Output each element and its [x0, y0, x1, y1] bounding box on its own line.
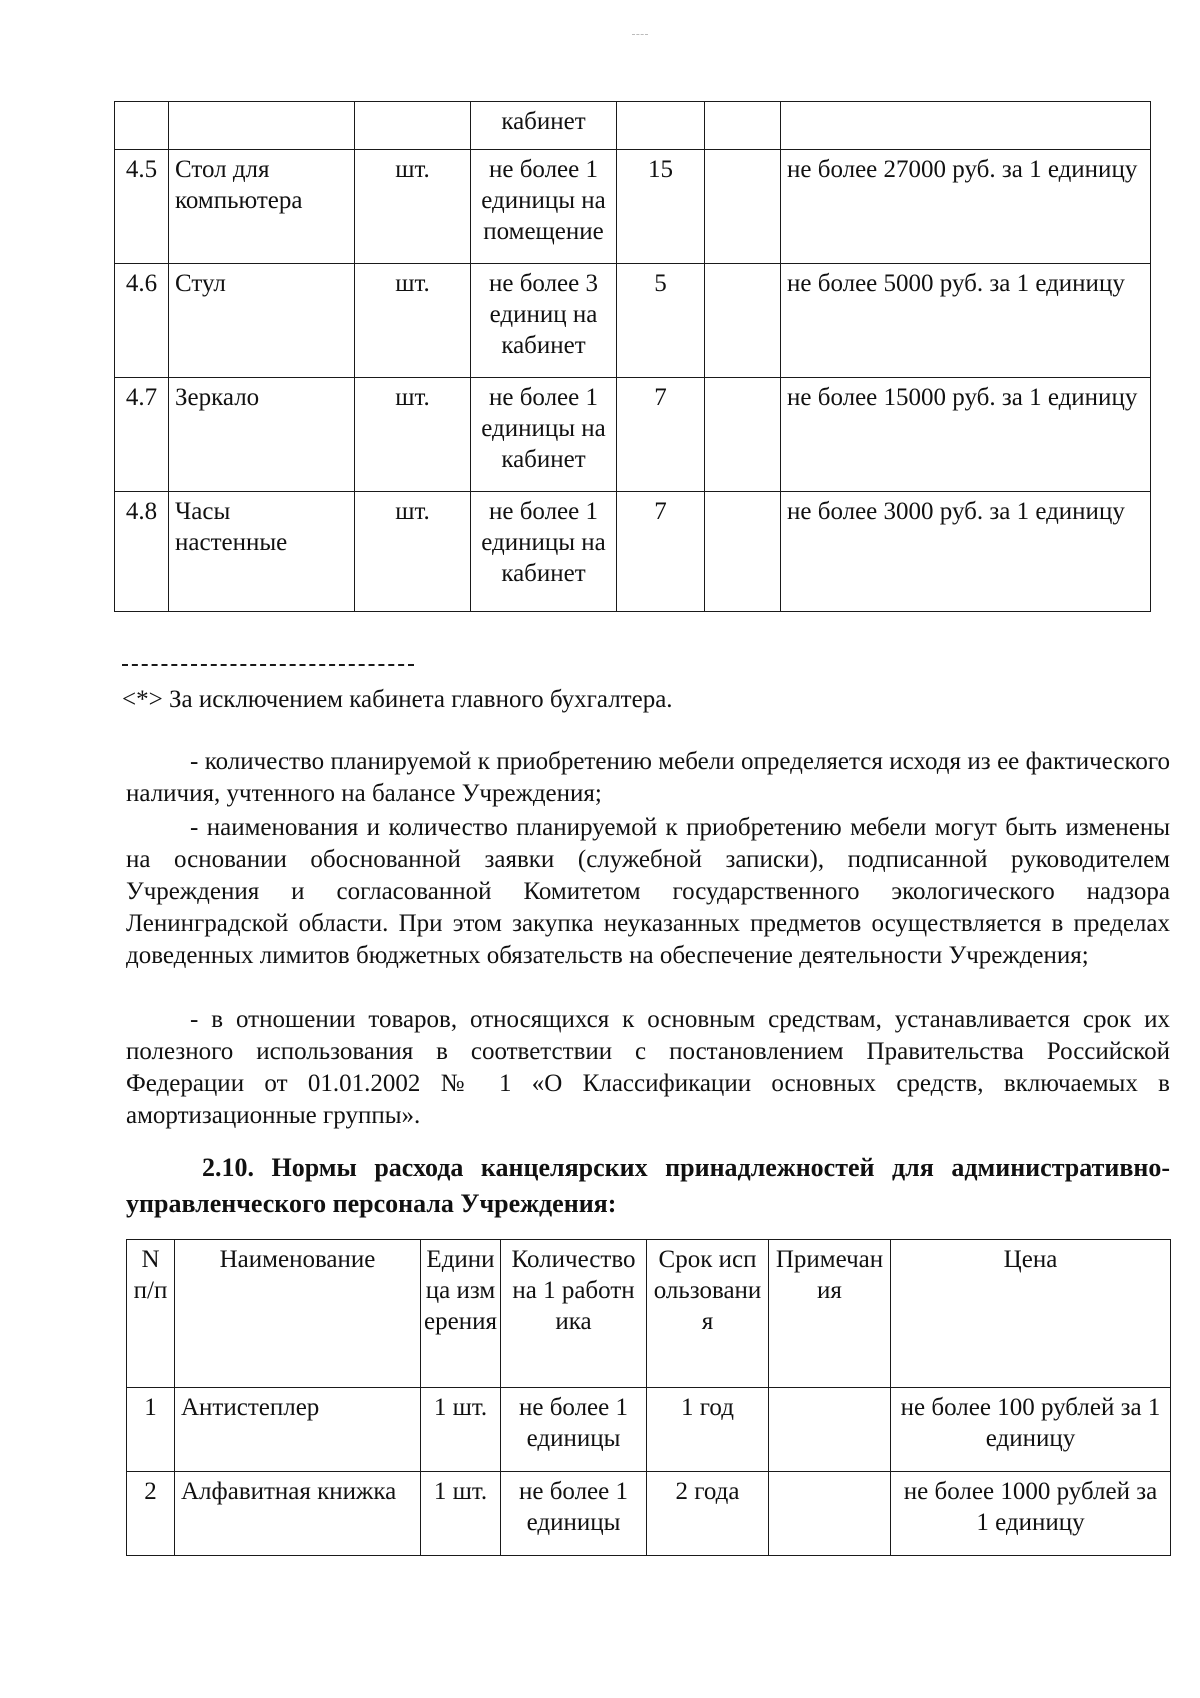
- cell-price: не более 1000 рублей за 1 единицу: [891, 1472, 1171, 1556]
- cell-qty: не более 1 единицы на кабинет: [471, 378, 617, 492]
- cell-name: [169, 102, 355, 150]
- cell-name: Стул: [169, 264, 355, 378]
- table-row: [115, 264, 1151, 378]
- cell-period: 1 год: [647, 1388, 769, 1472]
- cell-num: 4.5: [115, 150, 169, 264]
- cell-period: 5: [617, 264, 705, 378]
- header-num: N п/п: [127, 1240, 175, 1388]
- cell-unit: шт.: [355, 492, 471, 612]
- cell-price: не более 15000 руб. за 1 единицу: [781, 378, 1151, 492]
- table-row: [127, 1472, 1171, 1556]
- header-unit: Единица измерения: [421, 1240, 501, 1388]
- cell-price: не более 100 рублей за 1 единицу: [891, 1388, 1171, 1472]
- cell-num: 4.8: [115, 492, 169, 612]
- cell-note: [769, 1388, 891, 1472]
- header-period: Срок использования: [647, 1240, 769, 1388]
- cell-num: 4.7: [115, 378, 169, 492]
- cell-unit: шт.: [355, 264, 471, 378]
- cell-name: Стол для компьютера: [169, 150, 355, 264]
- header-note: Примечания: [769, 1240, 891, 1388]
- cell-name: Алфавитная книжка: [175, 1472, 421, 1556]
- cell-num: 1: [127, 1388, 175, 1472]
- cell-period: 15: [617, 150, 705, 264]
- footnote: <*> За исключением кабинета главного бухгалтера.: [122, 686, 673, 713]
- cell-unit: 1 шт.: [421, 1472, 501, 1556]
- table-row: [115, 150, 1151, 264]
- cell-period: 7: [617, 378, 705, 492]
- paragraph-furniture-changes: - наименования и количество планируемой к приобретению мебели могут быть изменены на основании обоснованной заявки (служебной записки), подписанной руководителем Учреждения и согласованной Комитетом государственного экологического надзора Ленинградской области. При этом закупка неуказанных предметов осуществляется в пределах доведенных лимитов бюджетных обязательств на обеспечение деятельности Учреждения;: [126, 814, 1170, 969]
- paragraph-furniture-quantity: - количество планируемой к приобретению мебели определяется исходя из ее фактического наличия, учтенного на балансе Учреждения;: [126, 748, 1170, 807]
- table-row: [127, 1388, 1171, 1472]
- cell-note: [705, 492, 781, 612]
- cell-qty: не более 1 единицы на помещение: [471, 150, 617, 264]
- cell-period: 2 года: [647, 1472, 769, 1556]
- cell-unit: [355, 102, 471, 150]
- section-heading: 2.10. Нормы расхода канцелярских принадлежностей для административно-управленческого персонала Учреждения:: [126, 1153, 1170, 1218]
- cell-qty: не более 1 единицы: [501, 1388, 647, 1472]
- cell-num: 2: [127, 1472, 175, 1556]
- cell-name: Зеркало: [169, 378, 355, 492]
- header-price: Цена: [891, 1240, 1171, 1388]
- cell-price: не более 5000 руб. за 1 единицу: [781, 264, 1151, 378]
- table-row: [115, 492, 1151, 612]
- cell-price: [781, 102, 1151, 150]
- table-row: [115, 102, 1151, 150]
- cell-unit: 1 шт.: [421, 1388, 501, 1472]
- footnote-separator: [122, 664, 414, 666]
- cell-qty: не более 1 единицы на кабинет: [471, 492, 617, 612]
- table-row: [115, 378, 1151, 492]
- cell-unit: шт.: [355, 378, 471, 492]
- header-qty: Количество на 1 работника: [501, 1240, 647, 1388]
- cell-name: Антистеплер: [175, 1388, 421, 1472]
- cell-note: [705, 150, 781, 264]
- cell-qty: не более 3 единиц на кабинет: [471, 264, 617, 378]
- cell-qty: не более 1 единицы: [501, 1472, 647, 1556]
- furniture-norms-table: [114, 101, 1151, 612]
- stationery-norms-table: [126, 1239, 1171, 1556]
- cell-num: 4.6: [115, 264, 169, 378]
- cell-unit: шт.: [355, 150, 471, 264]
- cell-note: [705, 264, 781, 378]
- cell-note: [769, 1472, 891, 1556]
- cell-note: [705, 102, 781, 150]
- cell-name: Часы настенные: [169, 492, 355, 612]
- cell-price: не более 3000 руб. за 1 единицу: [781, 492, 1151, 612]
- cell-period: 7: [617, 492, 705, 612]
- paragraph-useful-life: - в отношении товаров, относящихся к основным средствам, устанавливается срок их полезного использования в соответствии с постановлением Правительства Российской Федерации от 01.01.2002 № 1 «О Классификации основных средств, включаемых в амортизационные группы».: [126, 1006, 1170, 1129]
- cell-qty: кабинет: [471, 102, 617, 150]
- table-header-row: [127, 1240, 1171, 1388]
- cell-price: не более 27000 руб. за 1 единицу: [781, 150, 1151, 264]
- cell-period: [617, 102, 705, 150]
- header-name: Наименование: [175, 1240, 421, 1388]
- scan-artifact: [632, 34, 648, 35]
- cell-num: [115, 102, 169, 150]
- cell-note: [705, 378, 781, 492]
